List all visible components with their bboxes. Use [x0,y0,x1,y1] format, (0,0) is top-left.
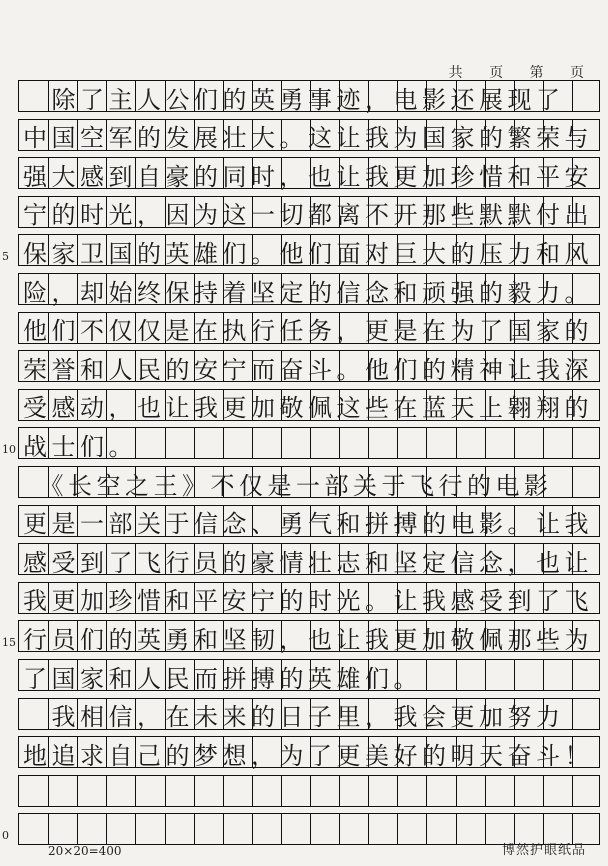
grid-row [18,466,600,498]
header-ye1: 页 [489,65,506,81]
handwritten-line: 受感动，也让我更加敬佩这些在蓝天上翱翔的 [23,394,593,422]
grid-row [18,427,600,459]
handwritten-line: 除了主人公们的英勇事迹，电影还展现了 [23,85,565,113]
line-number-20: 0 [2,829,9,842]
header-ye2: 页 [570,65,586,81]
grid-row [18,505,600,537]
grid-row [18,698,600,730]
handwritten-line: 我相信，在未来的日子里，我会更加努力 [23,703,565,731]
grid-row [18,273,600,305]
grid-row [18,775,600,807]
handwritten-line: 中国空军的发展壮大。这让我为国家的繁荣与 [23,124,593,152]
header-di: 第 [529,65,546,81]
handwritten-line: 战士们。 [23,432,137,461]
line-number-5: 5 [2,250,9,263]
grid-row [18,157,600,189]
header-gong: 共 [448,65,465,81]
handwritten-line [19,776,601,808]
grid-row [18,389,600,421]
grid-row [18,543,600,575]
handwritten-line: 我更加珍惜和平安宁的时光。让我感受到了飞 [23,587,593,615]
handwritten-line: 荣誉和人民的安宁而奋斗。他们的精神让我深 [23,355,593,384]
handwritten-line: 宁的时光，因为这一切都离不开那些默默付出 [23,201,593,229]
grid-size-label: 20×20=400 [48,844,122,858]
grid-row [18,234,600,266]
handwritten-line: 行员们的英勇和坚韧，也让我更加敬佩那些为 [23,625,593,654]
grid-row [18,119,600,151]
grid-row [18,312,600,344]
grid-row [18,659,600,691]
handwritten-line: 他们不仅仅是在执行任务，更是在为了国家的 [23,317,593,345]
handwritten-line: 保家卫国的英雄们。他们面对巨大的压力和风 [23,239,593,268]
grid-row [18,620,600,652]
handwritten-line: 了国家和人民而拼搏的英雄们。 [23,664,422,692]
handwritten-line: 险，却始终保持着坚定的信念和顽强的毅力。 [23,278,593,306]
grid-row [18,196,600,228]
grid-row [18,80,600,112]
line-number-15: 15 [2,636,16,649]
handwritten-line: 《长空之王》不仅是一部关于飞行的电影 [23,471,553,499]
handwritten-line: 更是一部关于信念、勇气和拼搏的电影。让我 [23,510,593,538]
handwritten-line: 强大感到自豪的同时，也让我更加珍惜和平安 [23,162,593,191]
grid-row [18,582,600,614]
handwritten-line: 感受到了飞行员的豪情壮志和坚定信念，也让 [23,548,593,577]
handwritten-line: 地追求自己的梦想，为了更美好的明天奋斗！ [23,741,593,770]
grid-row [18,350,600,382]
grid-row [18,736,600,768]
line-number-10: 10 [2,443,16,456]
brand-label: 博然护眼纸品 [501,843,586,858]
page-header [431,62,586,82]
